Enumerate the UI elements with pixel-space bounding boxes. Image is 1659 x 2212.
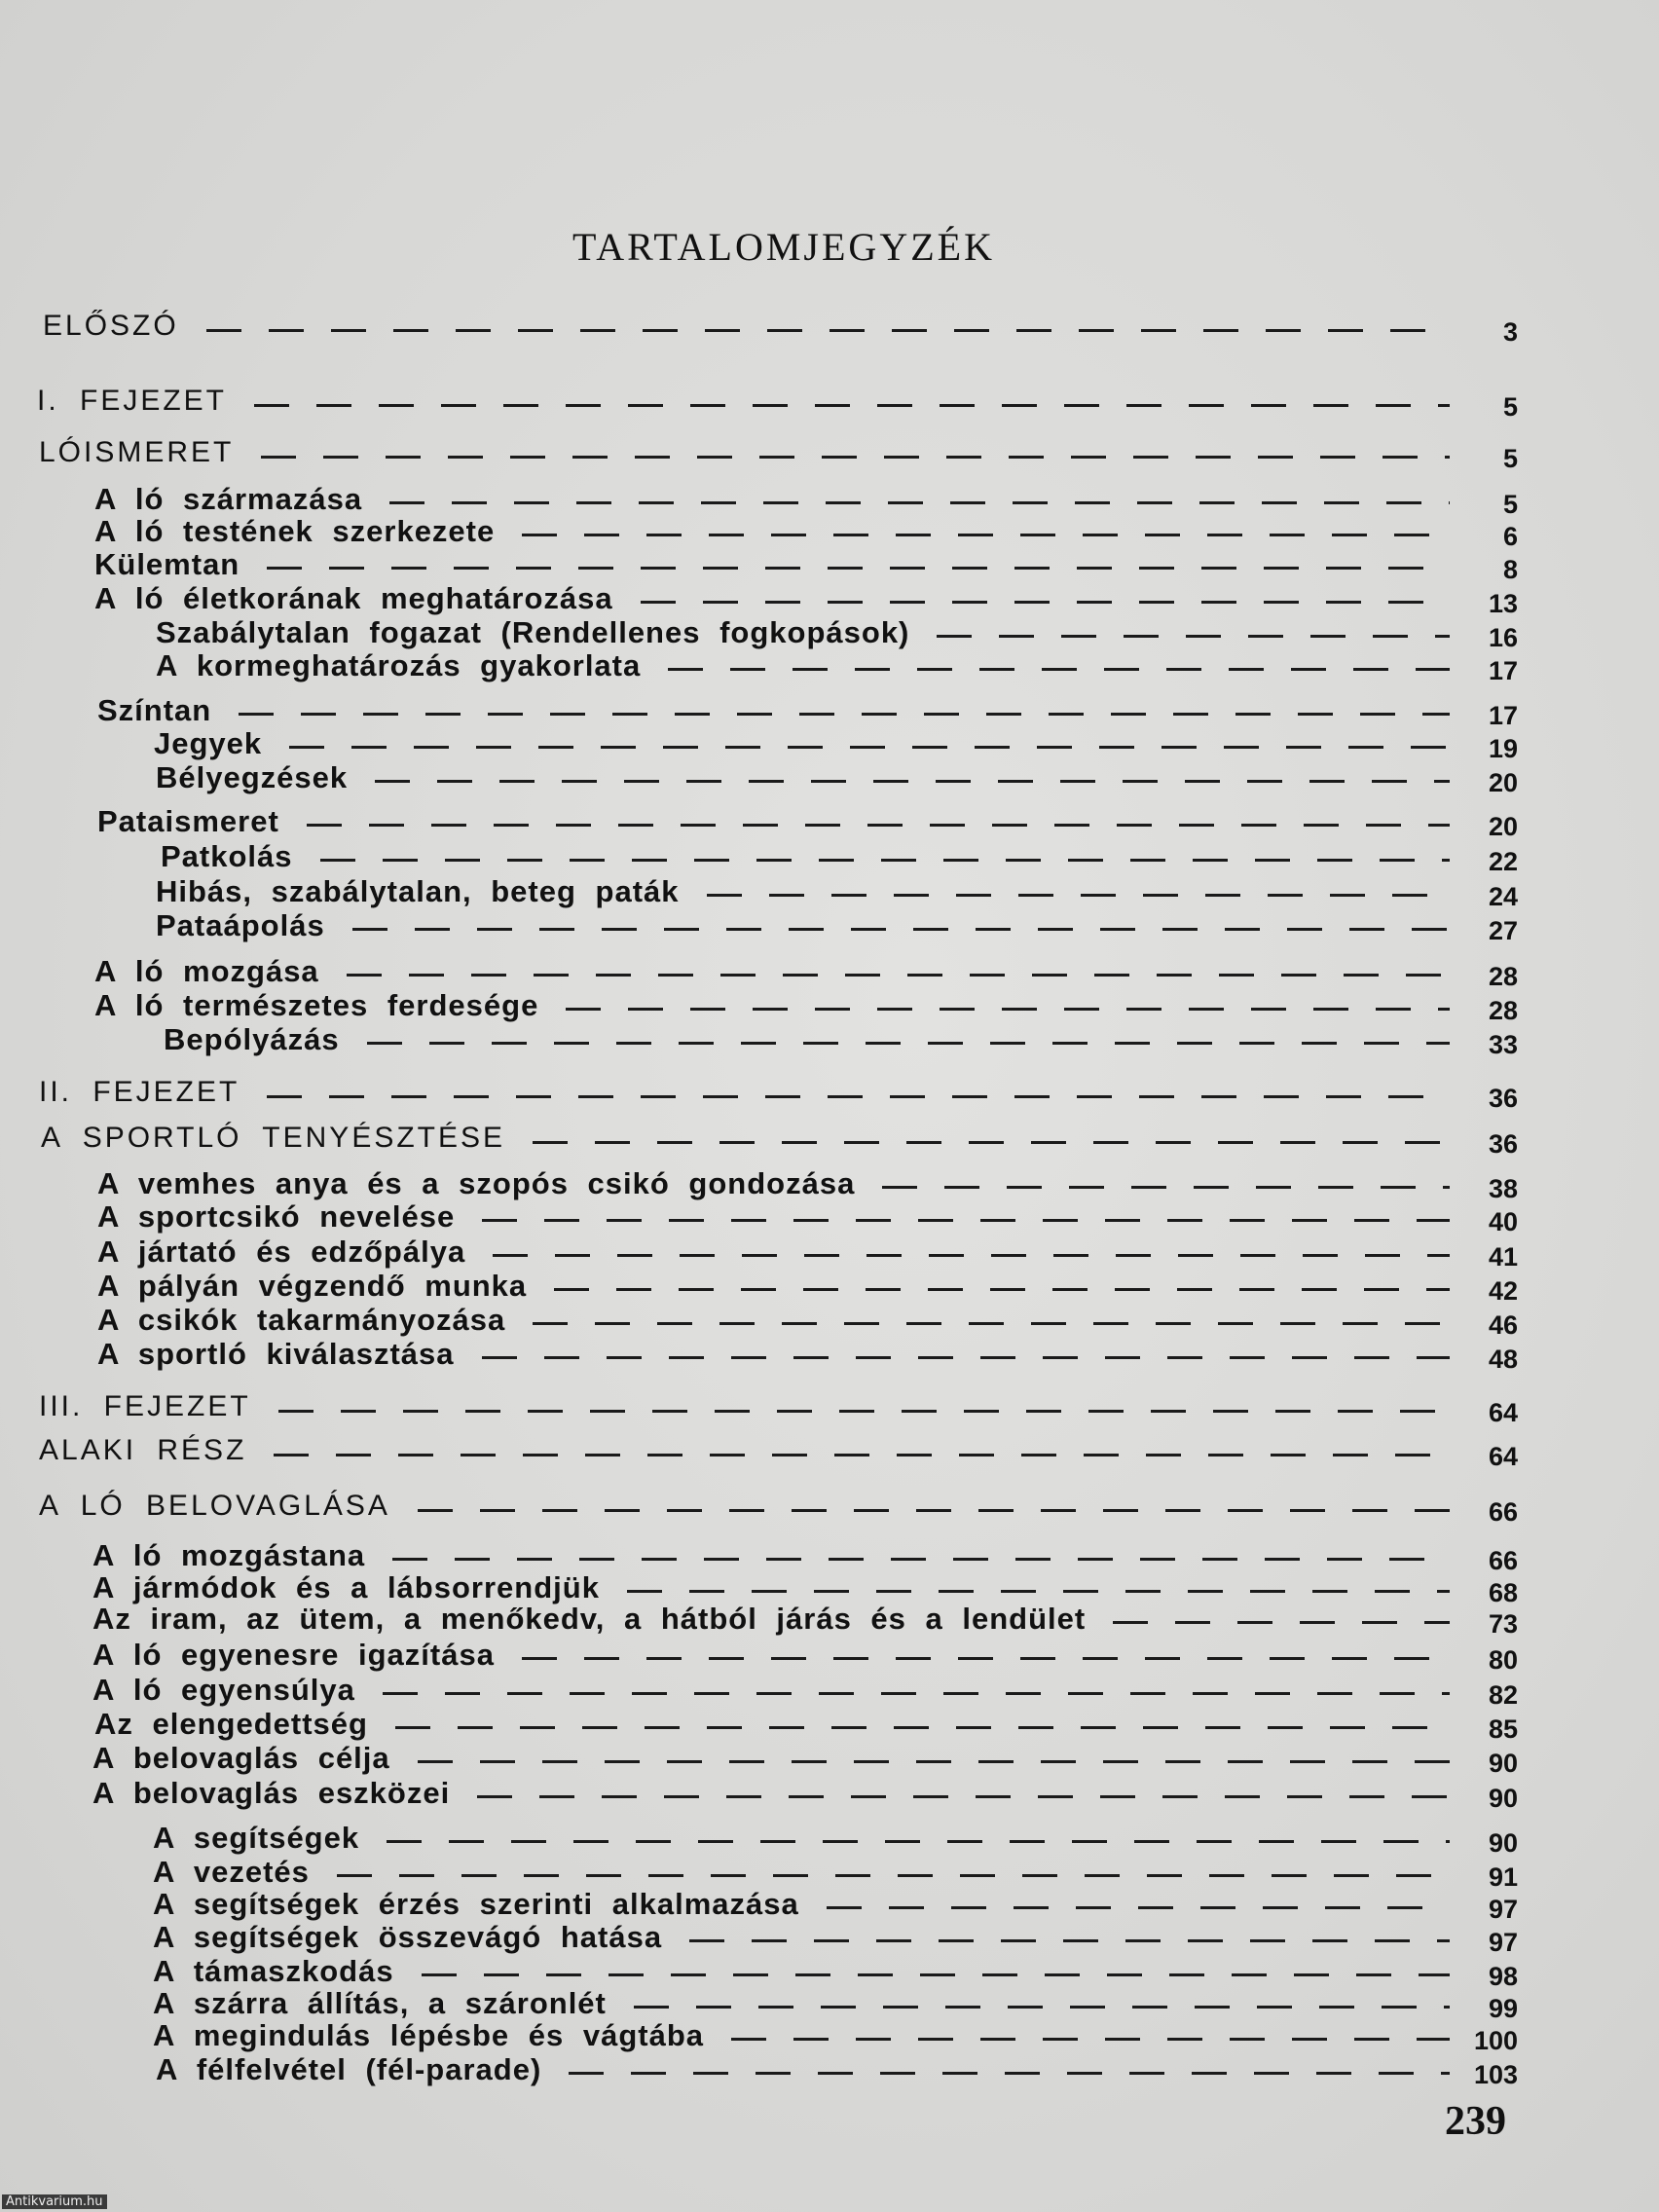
toc-entry-page: 90: [1488, 1749, 1518, 1778]
dot-leader: [387, 1840, 1450, 1843]
toc-entry-page: 19: [1488, 734, 1518, 763]
dot-leader: [689, 1939, 1450, 1942]
toc-entry-page: 80: [1488, 1645, 1518, 1675]
toc-entry-title: Színtan: [97, 693, 212, 727]
toc-entry-title: A LÓ BELOVAGLÁSA: [39, 1490, 390, 1522]
toc-entry-page: 28: [1488, 996, 1518, 1025]
toc-entry-page: 3: [1502, 317, 1518, 347]
dot-leader: [274, 1454, 1450, 1456]
toc-entry: [0, 1821, 1659, 1860]
toc-entry: [0, 1602, 1659, 1641]
dot-leader: [418, 1509, 1450, 1512]
toc-entry-page: 42: [1488, 1276, 1518, 1306]
dot-leader: [375, 780, 1450, 783]
toc-entry-title: A ló származása: [94, 482, 363, 516]
toc-entry: [0, 839, 1659, 878]
dot-leader: [307, 824, 1450, 827]
toc-entry-page: 90: [1488, 1784, 1518, 1813]
toc-entry-page: 24: [1488, 882, 1518, 911]
toc-entry-title: A sportcsikó nevelése: [97, 1199, 456, 1234]
toc-entry-page: 66: [1488, 1497, 1518, 1527]
toc-entry-page: 64: [1488, 1398, 1518, 1427]
toc-entry-title: A ló életkorának meghatározása: [94, 581, 613, 615]
toc-entry-title: A vezetés: [153, 1855, 310, 1889]
toc-entry: [0, 1303, 1659, 1342]
toc-entry: [0, 2052, 1659, 2091]
toc-entry-page: 73: [1488, 1609, 1518, 1639]
toc-entry: [0, 1741, 1659, 1780]
toc-entry-page: 48: [1488, 1345, 1518, 1374]
toc-entry-title: ALAKI RÉSZ: [39, 1434, 247, 1466]
toc-entry-title: Patkolás: [161, 839, 293, 873]
toc-entry-title: A segítségek: [153, 1821, 360, 1855]
toc-entry-title: ELŐSZÓ: [43, 310, 179, 342]
dot-leader: [882, 1186, 1450, 1189]
toc-entry-title: A sportló kiválasztása: [97, 1337, 455, 1371]
toc-entry-title: III. FEJEZET: [39, 1390, 251, 1422]
toc-entry: [0, 1707, 1659, 1746]
toc-entry-page: 99: [1488, 1994, 1518, 2023]
dot-leader: [239, 713, 1450, 716]
dot-leader: [493, 1254, 1450, 1257]
page-number: 239: [1445, 2099, 1506, 2144]
toc-entry-page: 17: [1488, 656, 1518, 685]
dot-leader: [668, 668, 1450, 671]
toc-entry-title: A ló természetes ferdesége: [94, 988, 539, 1022]
dot-leader: [418, 1760, 1450, 1763]
toc-entry: [0, 726, 1659, 765]
dot-leader: [707, 894, 1450, 897]
dot-leader: [206, 329, 1450, 332]
toc-entry-page: 8: [1502, 555, 1518, 584]
dot-leader: [569, 2072, 1450, 2075]
dot-leader: [320, 859, 1450, 862]
toc-entry-page: 6: [1502, 522, 1518, 551]
toc-entry-page: 100: [1473, 2026, 1518, 2055]
toc-entry-page: 16: [1488, 623, 1518, 652]
toc-entry-title: Jegyek: [154, 726, 263, 760]
toc-entry: [0, 760, 1659, 799]
dot-leader: [422, 1973, 1450, 1976]
dot-leader: [352, 928, 1450, 931]
dot-leader: [731, 2038, 1450, 2041]
toc-entry: [0, 1122, 1659, 1161]
dot-leader: [395, 1726, 1450, 1729]
dot-leader: [383, 1692, 1450, 1695]
toc-entry: [0, 648, 1659, 687]
toc-entry: [0, 436, 1659, 475]
dot-leader: [347, 974, 1450, 977]
toc-entry-title: A megindulás lépésbe és vágtába: [153, 2018, 705, 2052]
dot-leader: [477, 1795, 1450, 1798]
dot-leader: [522, 534, 1450, 536]
toc-entry-page: 20: [1488, 768, 1518, 797]
toc-entry-page: 91: [1488, 1862, 1518, 1892]
dot-leader: [267, 567, 1450, 570]
dot-leader: [482, 1219, 1450, 1222]
toc-entry-title: Az iram, az ütem, a menőkedv, a hátból járás és a lendület: [92, 1602, 1087, 1636]
dot-leader: [641, 601, 1450, 604]
toc-entry-page: 22: [1488, 847, 1518, 876]
toc-entry-page: 82: [1488, 1680, 1518, 1710]
toc-entry-page: 20: [1488, 812, 1518, 841]
toc-entry: [0, 1199, 1659, 1238]
toc-entry-title: A jármódok és a lábsorrendjük: [92, 1570, 600, 1604]
toc-entry-page: 41: [1488, 1242, 1518, 1272]
toc-entry-title: Pataápolás: [156, 908, 325, 942]
toc-entry-page: 5: [1502, 490, 1518, 519]
watermark: Antikvarium.hu: [2, 2194, 107, 2209]
toc-entry-page: 28: [1488, 962, 1518, 991]
toc-entry-title: A félfelvétel (fél-parade): [156, 2052, 542, 2086]
toc-entry-title: A ló egyensúlya: [92, 1673, 355, 1707]
toc-entry-page: 97: [1488, 1928, 1518, 1957]
dot-leader: [627, 1590, 1450, 1593]
toc-entry: [0, 1337, 1659, 1376]
toc-entry: [0, 1390, 1659, 1429]
toc-entry-title: A SPORTLÓ TENYÉSZTÉSE: [41, 1122, 506, 1154]
toc-entry: [0, 874, 1659, 913]
dot-leader: [533, 1322, 1450, 1325]
toc-entry-title: A kormeghatározás gyakorlata: [156, 648, 642, 682]
toc-entry: [0, 1776, 1659, 1815]
toc-entry-title: Szabálytalan fogazat (Rendellenes fogkopások): [156, 615, 910, 649]
toc-entry-title: A ló mozgása: [94, 954, 319, 988]
toc-entry-page: 27: [1488, 916, 1518, 945]
toc-entry-title: Bélyegzések: [156, 760, 349, 794]
toc-entry-page: 33: [1488, 1030, 1518, 1059]
toc-entry-title: A belovaglás eszközei: [92, 1776, 451, 1810]
dot-leader: [261, 456, 1450, 459]
toc-entry: [0, 1235, 1659, 1273]
toc-entry-page: 36: [1488, 1129, 1518, 1159]
toc-entry-page: 36: [1488, 1084, 1518, 1113]
dot-leader: [827, 1906, 1450, 1909]
toc-entry-page: 5: [1502, 392, 1518, 422]
toc-entry: [0, 310, 1659, 349]
toc-entry-title: Külemtan: [94, 547, 240, 581]
dot-leader: [367, 1042, 1450, 1045]
dot-leader: [278, 1410, 1450, 1413]
toc-entry-page: 68: [1488, 1578, 1518, 1607]
toc-entry-title: Az elengedettség: [94, 1707, 368, 1741]
toc-entry-title: A belovaglás célja: [92, 1741, 390, 1775]
toc-entry-title: A támaszkodás: [153, 1954, 394, 1988]
dot-leader: [522, 1657, 1450, 1660]
toc-entry: [0, 385, 1659, 424]
toc-entry-page: 90: [1488, 1828, 1518, 1858]
toc-entry: [0, 954, 1659, 993]
toc-entry: [0, 581, 1659, 620]
toc-entry: [0, 1920, 1659, 1959]
toc-entry-page: 97: [1488, 1895, 1518, 1924]
toc-entry: [0, 1490, 1659, 1529]
toc-entry: [0, 804, 1659, 843]
toc-entry: [0, 1076, 1659, 1115]
toc-entry-title: A csikók takarmányozása: [97, 1303, 506, 1337]
toc-entry: [0, 1638, 1659, 1677]
toc-entry: [0, 1269, 1659, 1308]
toc-entry-title: A pályán végzendő munka: [97, 1269, 528, 1303]
toc-entry-title: A ló egyenesre igazítása: [92, 1638, 495, 1672]
dot-leader: [566, 1008, 1450, 1011]
toc-entry-page: 98: [1488, 1962, 1518, 1991]
toc-entry-page: 46: [1488, 1310, 1518, 1340]
toc-entry-title: A szárra állítás, a száronlét: [153, 1986, 607, 2020]
toc-entry-page: 38: [1488, 1174, 1518, 1203]
dot-leader: [937, 635, 1450, 638]
page-title: TARTALOMJEGYZÉK: [572, 225, 995, 269]
toc-entry-page: 40: [1488, 1207, 1518, 1236]
dot-leader: [289, 746, 1450, 749]
toc-entry: [0, 1673, 1659, 1712]
toc-entry: [0, 988, 1659, 1027]
toc-entry: [0, 1434, 1659, 1473]
dot-leader: [267, 1095, 1450, 1098]
toc-entry-page: 13: [1488, 589, 1518, 618]
toc-entry-title: I. FEJEZET: [37, 385, 228, 417]
toc-entry-title: Bepólyázás: [164, 1022, 340, 1056]
toc-entry-title: II. FEJEZET: [39, 1076, 240, 1108]
toc-entry-title: LÓISMERET: [39, 436, 235, 468]
dot-leader: [533, 1141, 1450, 1144]
dot-leader: [389, 501, 1450, 504]
toc-entry-title: A jártató és edzőpálya: [97, 1235, 466, 1269]
toc-entry-title: Pataismeret: [97, 804, 279, 838]
toc-entry: [0, 547, 1659, 586]
dot-leader: [634, 2006, 1450, 2009]
toc-entry: [0, 1022, 1659, 1061]
toc-entry-title: A vemhes anya és a szopós csikó gondozása: [97, 1166, 856, 1200]
toc-entry-title: A ló mozgástana: [92, 1538, 366, 1572]
dot-leader: [482, 1356, 1450, 1359]
dot-leader: [1113, 1621, 1450, 1624]
dot-leader: [254, 404, 1450, 407]
toc-entry-page: 103: [1473, 2060, 1518, 2089]
toc-entry-page: 66: [1488, 1546, 1518, 1575]
toc-entry-page: 64: [1488, 1442, 1518, 1471]
toc-entry-title: Hibás, szabálytalan, beteg paták: [156, 874, 680, 908]
toc-entry: [0, 2018, 1659, 2057]
toc-entry-title: A segítségek összevágó hatása: [153, 1920, 663, 1954]
toc-entry: [0, 908, 1659, 947]
dot-leader: [337, 1874, 1450, 1877]
toc-entry-page: 5: [1502, 444, 1518, 473]
toc-entry-title: A segítségek érzés szerinti alkalmazása: [153, 1887, 799, 1921]
dot-leader: [392, 1558, 1450, 1561]
toc-entry-page: 85: [1488, 1714, 1518, 1744]
toc-entry-page: 17: [1488, 701, 1518, 730]
toc-entry-title: A ló testének szerkezete: [94, 514, 496, 548]
dot-leader: [554, 1288, 1450, 1291]
